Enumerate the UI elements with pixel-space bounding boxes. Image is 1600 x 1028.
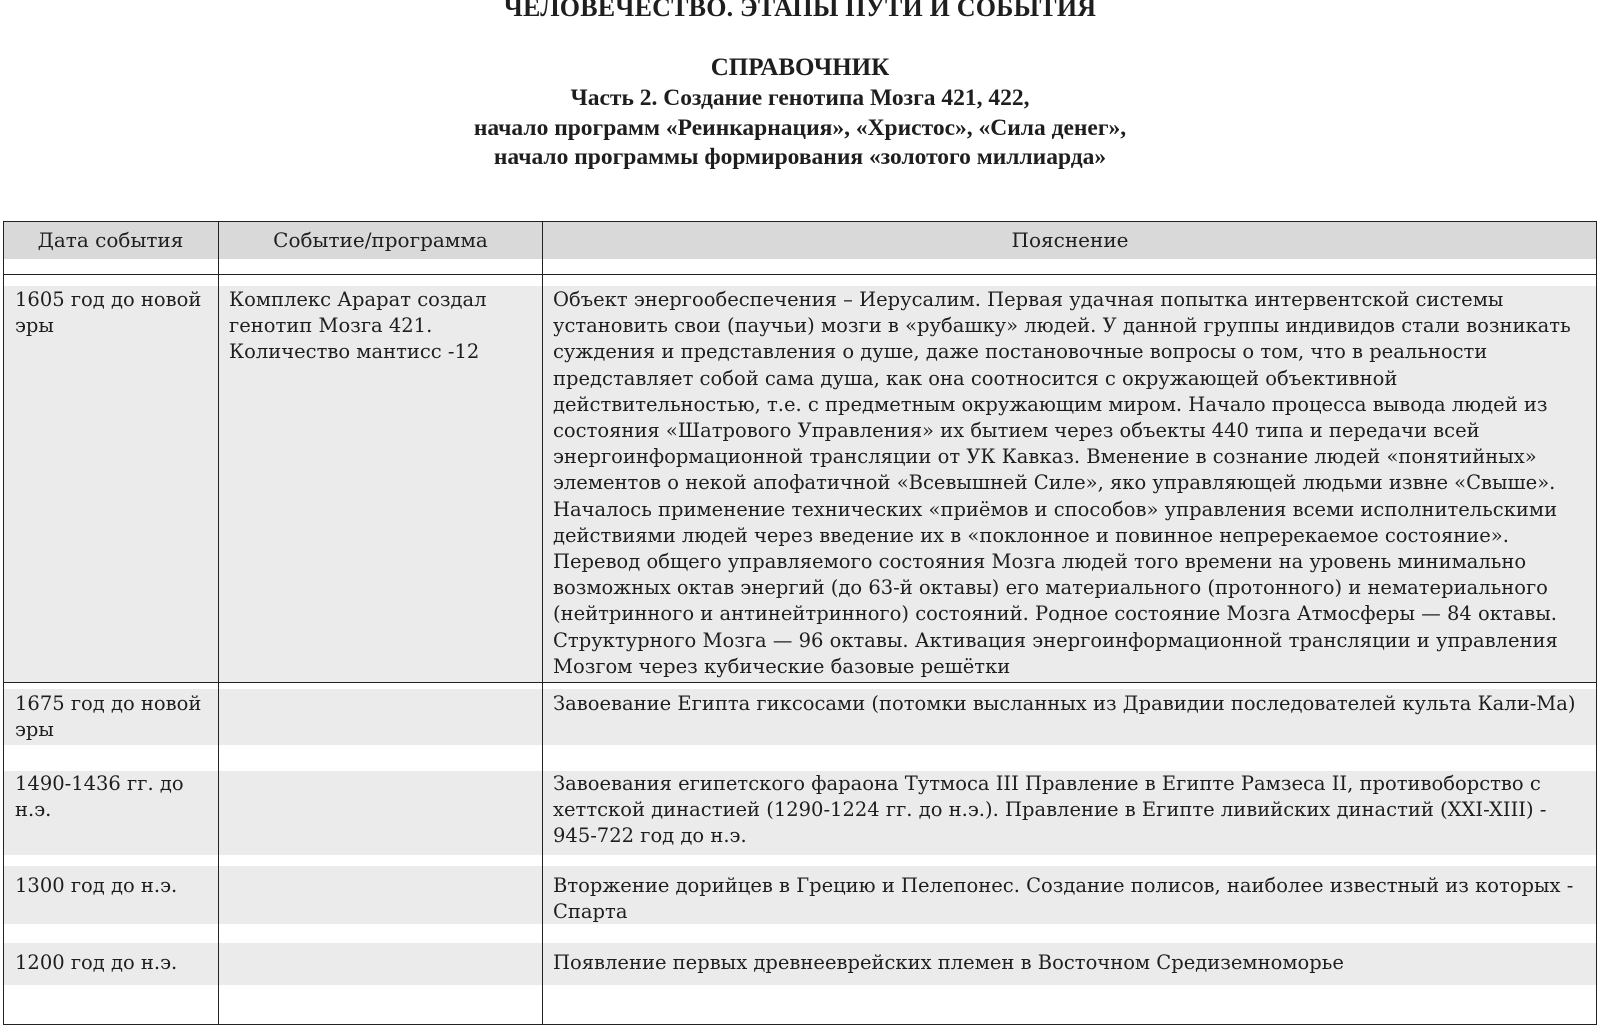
column-header-explanation: Пояснение (1011, 228, 1129, 252)
column-divider-2 (542, 221, 543, 1025)
document-title: ЧЕЛОВЕЧЕСТВО. ЭТАПЫ ПУТИ И СОБЫТИЯ (503, 0, 1097, 22)
row-4-date: 1300 год до н.э. (15, 874, 178, 897)
row-1-event: Комплекс Арарат создал генотип Мозга 421. Количество мантисс -12 (229, 288, 487, 364)
subtitle-line-2: начало программ «Реинкарнация», «Христос», «Сила денег», (473, 115, 1127, 141)
column-divider-1 (218, 221, 219, 1025)
row-4-explanation: Вторжение дорийцев в Грецию и Пелепонес. Создание полисов, наиболее известный из которых - Спарта (553, 874, 1574, 924)
row-2-explanation: Завоевание Египта гиксосами (потомки высланных из Дравидии последователей культа Кали-Ма) (553, 692, 1576, 715)
row-5-date: 1200 год до н.э. (15, 951, 178, 974)
subtitle-line-3: начало программы формирования «золотого миллиарда» (493, 144, 1107, 170)
column-header-event: Событие/программа (273, 228, 488, 252)
row-1-date: 1605 год до новой эры (15, 288, 202, 338)
subtitle-line-1: Часть 2. Создание генотипа Мозга 421, 422, (570, 85, 1030, 111)
reference-title: СПРАВОЧНИК (710, 54, 890, 81)
row-2-date: 1675 год до новой эры (15, 692, 202, 742)
row-3-explanation: Завоевания египетского фараона Тутмоса III Правление в Египте Рамзеса II, противоборство с хеттской династией (1290-1224 гг. до н.э.). Правление в Египте ливийских династий (XXI-XIII) - 945-722 год до н.э. (553, 772, 1547, 848)
header-divider (3, 274, 1597, 275)
row-5-explanation: Появление первых древнееврейских племен в Восточном Средиземноморье (553, 951, 1344, 974)
column-header-date: Дата события (37, 228, 184, 252)
row-3-date: 1490-1436 гг. до н.э. (15, 772, 184, 822)
row-1-explanation: Объект энергообеспечения – Иерусалим. Первая удачная попытка интервентской системы установить свои (паучьи) мозги в «рубашку» людей. У данной группы индивидов стали возникать суждения и представления о душе, даже постановочные вопросы о том, что в реальности представляет собой сама душа, как она соотносится с окружающей объективной действительностью, т.е. с предметным окружающим миром. Начало процесса вывода людей из состояния «Шатрового Управления» их бытием через объекты 440 типа и передачи всей энергоинформационной трансляции от УК Кавказ. Вменение в сознание людей «понятийных» элементов о некой апофатичной «Всевышней Силе», яко управляющей людьми извне «Свыше». Началось применение технических «приёмов и способов» управления всеми исполнительскими действиями людей через введение их в «поклонное и повинное непререкаемое состояние». Перевод общего управляемого состояния Мозга людей того времени на уровень минимально возможных октав энергий (до 63-й октавы) его материального (протонного) и нематериального (нейтринного и антинейтринного) состояний. Родное состояние Мозга Атмосферы — 84 октавы. Структурного Мозга — 96 октавы. Активация энергоинформационной трансляции и управления Мозгом через кубические базовые решётки (553, 288, 1571, 678)
row-divider-1 (3, 682, 1597, 683)
events-table (3, 221, 1597, 1025)
